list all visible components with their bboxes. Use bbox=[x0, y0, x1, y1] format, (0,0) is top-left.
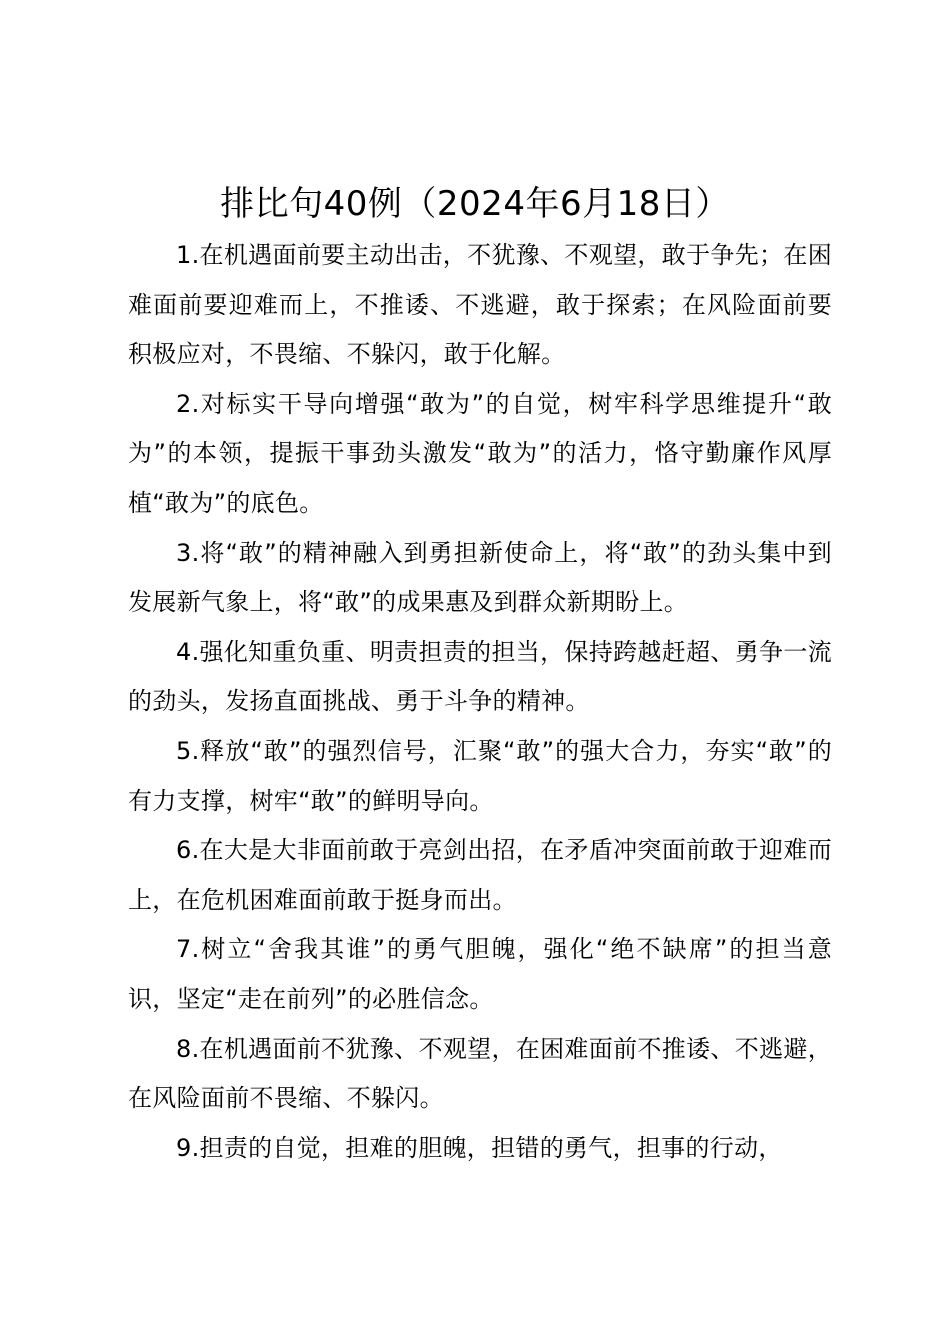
paragraph-6: 6.在大是大非面前敢于亮剑出招，在矛盾冲突面前敢于迎难而上，在危机困难面前敢于挺身而出。 bbox=[128, 836, 832, 914]
paragraph-9: 9.担责的自觉，担难的胆魄，担错的勇气，担事的行动， bbox=[176, 1133, 783, 1162]
document-body bbox=[128, 231, 832, 1173]
paragraph-5: 5.释放“敢”的强烈信号，汇聚“敢”的强大合力，夯实“敢”的有力支撑，树牢“敢”的鲜明导向。 bbox=[128, 736, 832, 815]
paragraph-8: 8.在机遇面前不犹豫、不观望，在困难面前不推诿、不逃避，在风险面前不畏缩、不躲闪。 bbox=[128, 1034, 832, 1113]
document-title: 排比句40例（2024年6月18日） bbox=[220, 184, 730, 224]
paragraph-4: 4.强化知重负重、明责担责的担当，保持跨越赶超、勇争一流的劲头，发扬直面挑战、勇于斗争的精神。 bbox=[128, 637, 832, 716]
paragraph-3: 3.将“敢”的精神融入到勇担新使命上，将“敢”的劲头集中到发展新气象上，将“敢”的成果惠及到群众新期盼上。 bbox=[128, 538, 832, 617]
paragraph-1: 1.在机遇面前要主动出击，不犹豫、不观望，敢于争先；在困难面前要迎难而上，不推诿、不逃避，敢于探索；在风险面前要积极应对，不畏缩、不躲闪，敢于化解。 bbox=[128, 241, 832, 369]
paragraph-2: 2.对标实干导向增强“敢为”的自觉，树牢科学思维提升“敢为”的本领，提振干事劲头激发“敢为”的活力，恪守勤廉作风厚植“敢为”的底色。 bbox=[128, 389, 832, 517]
paragraph-7: 7.树立“舍我其谁”的勇气胆魄，强化“绝不缺席”的担当意识，坚定“走在前列”的必胜信念。 bbox=[128, 935, 832, 1013]
